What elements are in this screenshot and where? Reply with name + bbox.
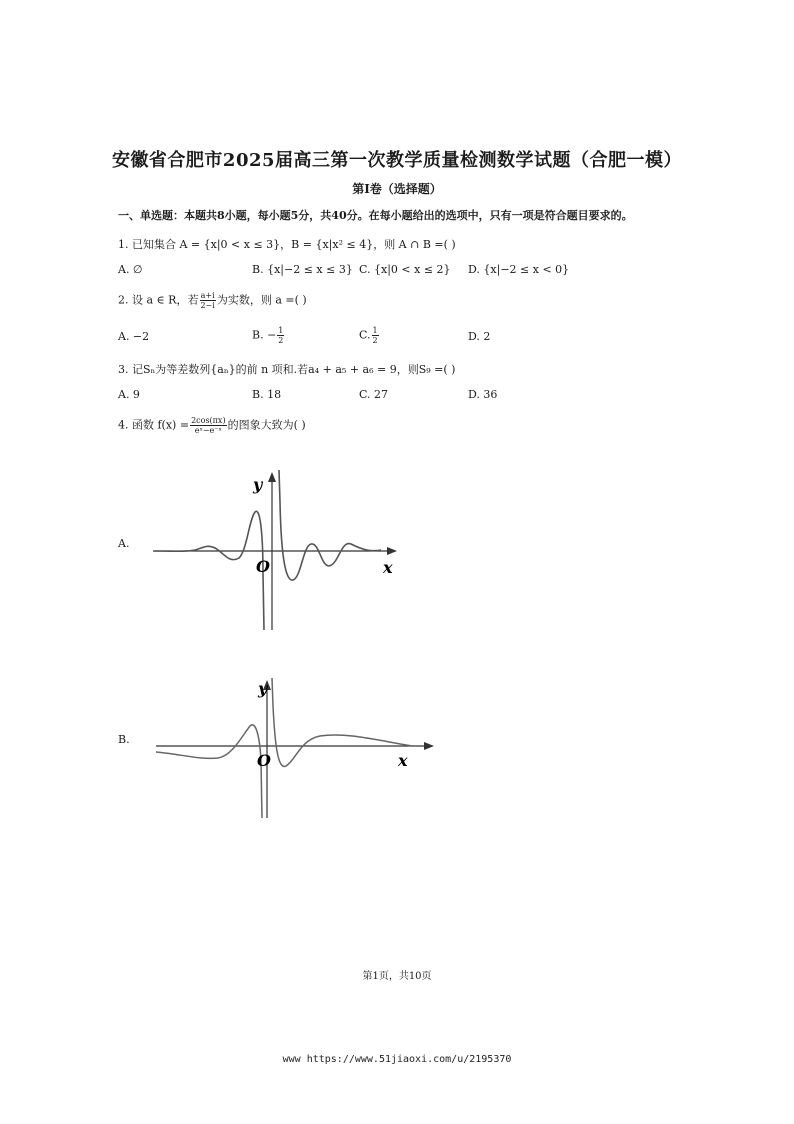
question-1-stem: 1. 已知集合 A = {x|0 < x ≤ 3}，B = {x|x² ≤ 4}，则 A ∩ B =( ) <box>118 238 456 251</box>
graph-a-figure <box>145 462 415 634</box>
question-3-stem: 3. 记Sₙ为等差数列{aₙ}的前 n 项和.若a₄ + a₅ + a₆ = 9，则S₉ =( ) <box>118 363 456 376</box>
question-2-option-a: A. −2 <box>118 330 150 343</box>
section-instructions: 一、单选题：本题共8小题，每小题5分，共40分。在每小题给出的选项中，只有一项是符合题目要求的。 <box>118 209 633 222</box>
y-axis-arrow <box>268 472 276 482</box>
y-axis-label: y <box>258 679 268 698</box>
question-2-stem-post: 为实数，则 a =( ) <box>216 293 307 307</box>
option-b-fraction <box>277 326 284 345</box>
watermark-url: www https://www.51jiaoxi.com/u/2195370 <box>282 1054 512 1065</box>
fraction-numerator: 1 <box>372 326 378 335</box>
fraction-numerator: a+i <box>200 291 215 300</box>
x-axis-arrow <box>424 742 434 750</box>
graph-b-figure <box>150 666 440 822</box>
origin-label: O <box>256 557 270 576</box>
page-title: 安徽省合肥市2025届高三第一次教学质量检测数学试题（合肥一模） <box>111 150 683 171</box>
page-footer: 第1页，共10页 <box>362 971 432 982</box>
option-c-fraction <box>372 326 379 345</box>
graph-a-curve-right <box>279 470 381 580</box>
origin-label: O <box>257 751 271 770</box>
question-1-option-b: B. {x|−2 ≤ x ≤ 3} <box>252 263 353 276</box>
fraction-numerator: 1 <box>278 326 284 335</box>
section-subtitle: 第I卷（选择题） <box>352 182 442 196</box>
graph-b-curve-right <box>272 678 412 766</box>
question-2-stem <box>118 291 307 310</box>
x-axis-arrow <box>387 547 397 555</box>
question-3-option-d: D. 36 <box>468 388 498 401</box>
question-4-stem <box>118 416 306 435</box>
fraction-denominator: 2−i <box>200 301 215 310</box>
fraction-denominator: 2 <box>278 336 284 345</box>
graph-b-label: B. <box>118 733 130 746</box>
graph-a-label: A. <box>118 537 130 550</box>
x-axis-label: x <box>398 751 408 770</box>
graph-b-curve-left <box>156 725 262 818</box>
question-1-option-a: A. ∅ <box>118 263 143 276</box>
x-axis-label: x <box>383 558 393 577</box>
question-2-option-c <box>359 326 380 345</box>
question-2-stem-pre: 2. 设 a ∈ R，若 <box>118 293 199 307</box>
fraction-denominator: eˣ−e⁻ˣ <box>194 426 222 435</box>
question-1-option-c: C. {x|0 < x ≤ 2} <box>359 263 451 276</box>
question-4-stem-post: 的图象大致为( ) <box>227 418 306 432</box>
question-3-option-a: A. 9 <box>118 388 140 401</box>
question-4-fraction <box>190 416 227 435</box>
question-2-option-d: D. 2 <box>468 330 491 343</box>
question-1-option-d: D. {x|−2 ≤ x < 0} <box>468 263 570 276</box>
question-3-option-c: C. 27 <box>359 388 389 401</box>
question-2-option-b <box>252 326 285 345</box>
graph-a-curve-left <box>155 511 264 630</box>
y-axis-label: y <box>253 475 263 494</box>
question-2-fraction <box>199 291 215 310</box>
fraction-denominator: 2 <box>372 336 378 345</box>
question-4-stem-pre: 4. 函数 f(x) = <box>118 418 190 432</box>
option-c-text: C. <box>359 328 371 342</box>
option-b-text: B. − <box>252 328 277 342</box>
fraction-numerator: 2cos(πx) <box>191 416 226 425</box>
question-3-option-b: B. 18 <box>252 388 282 401</box>
